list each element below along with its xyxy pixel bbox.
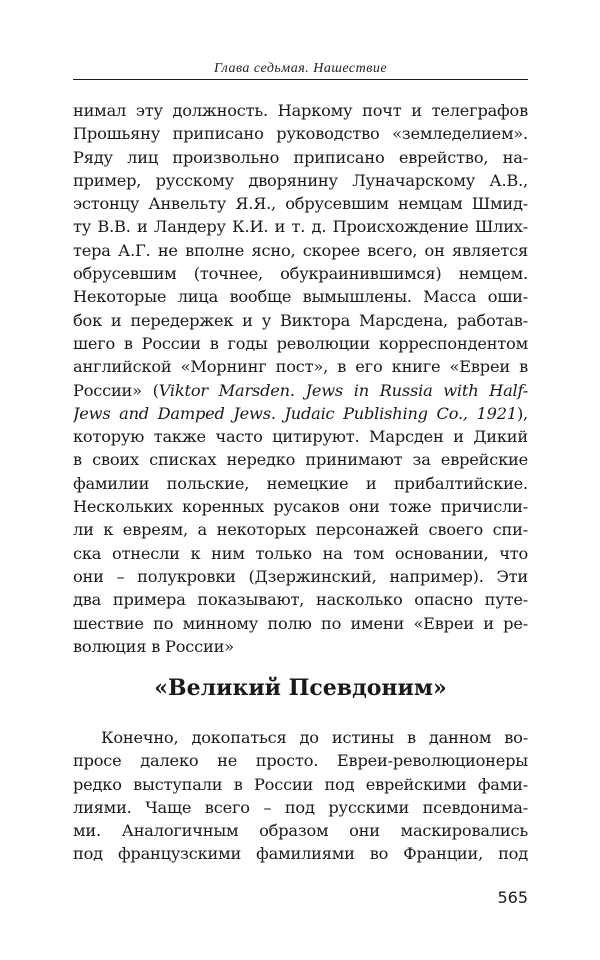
text-line bbox=[73, 379, 528, 402]
text-line: Ряду лиц произвольно приписано еврейство, на- bbox=[73, 147, 528, 167]
text-line bbox=[73, 402, 528, 425]
text-line: Нескольких коренных русаков они тоже причисли- bbox=[73, 497, 528, 517]
text-line: шествие по минному полю по имени «Евреи и ре- bbox=[73, 613, 528, 633]
text-line: ми. Аналогичным образом они маскировались bbox=[73, 821, 528, 841]
text-line: Прошьяну приписано руководство «земледелием». bbox=[73, 124, 528, 144]
header-rule bbox=[73, 79, 528, 80]
text-line: Конечно, докопаться до истины в данном во- bbox=[101, 728, 528, 747]
text-line: ли к евреям, а некоторых персонажей своего спи- bbox=[73, 520, 528, 540]
text-line: ту В.В. и Ландеру К.И. и т. д. Происхождение Шлих- bbox=[73, 217, 528, 237]
paragraph-2 bbox=[73, 726, 528, 866]
page-number: 565 bbox=[497, 888, 528, 907]
text-line: лиями. Чаще всего – под русскими псевдонима- bbox=[73, 797, 528, 817]
text-line: Некоторые лица вообще вымышлены. Масса оши- bbox=[73, 287, 528, 307]
book-citation-italic: Viktor Marsden. Jews in Russia with Half- bbox=[158, 380, 528, 400]
text-line: пример, русскому дворянину Луначарскому А.В., bbox=[73, 170, 528, 190]
text-line: волюция в России» bbox=[73, 636, 234, 656]
text-line: обрусевшим (точнее, обукраинившимся) немцем. bbox=[73, 264, 528, 284]
book-citation-italic: Jews and Damped Jews. Judaic Publishing Co., 1921 bbox=[73, 403, 517, 423]
text-line: два примера показывают, насколько опасно путе- bbox=[73, 590, 528, 610]
text-fragment: ), bbox=[516, 403, 528, 423]
text-line: редко выступали в России под еврейскими фами- bbox=[73, 774, 528, 794]
text-line: которую также часто цитируют. Марсден и Дикий bbox=[73, 427, 528, 447]
text-line: просе далеко не просто. Евреи-революционеры bbox=[73, 751, 528, 771]
text-line: под французскими фамилиями во Франции, под bbox=[73, 844, 528, 864]
text-fragment: России» ( bbox=[73, 380, 159, 400]
running-head: Глава седьмая. Нашествие bbox=[213, 61, 388, 76]
text-line: фамилии польские, немецкие и прибалтийские. bbox=[73, 473, 528, 493]
text-line: шего в России в годы революции корреспондентом bbox=[73, 333, 528, 353]
text-line: они – полукровки (Дзержинский, например). Эти bbox=[73, 566, 528, 586]
text-line: нимал эту должность. Наркому почт и телеграфов bbox=[73, 101, 528, 120]
text-line: в своих списках нередко принимают за еврейские bbox=[73, 450, 528, 470]
paragraph-1 bbox=[73, 99, 528, 658]
text-line: бок и передержек и у Виктора Марсдена, работав- bbox=[73, 310, 528, 330]
text-line: английской «Морнинг пост», в его книге «Евреи в bbox=[73, 357, 528, 377]
text-line: ска отнесли к ним только на том основании, что bbox=[73, 543, 528, 563]
text-line: тера А.Г. не вполне ясно, скорее всего, он является bbox=[73, 240, 528, 260]
section-title: «Великий Псевдоним» bbox=[154, 675, 447, 701]
text-line: эстонцу Анвельту Я.Я., обрусевшим немцам Шмид- bbox=[73, 194, 528, 214]
